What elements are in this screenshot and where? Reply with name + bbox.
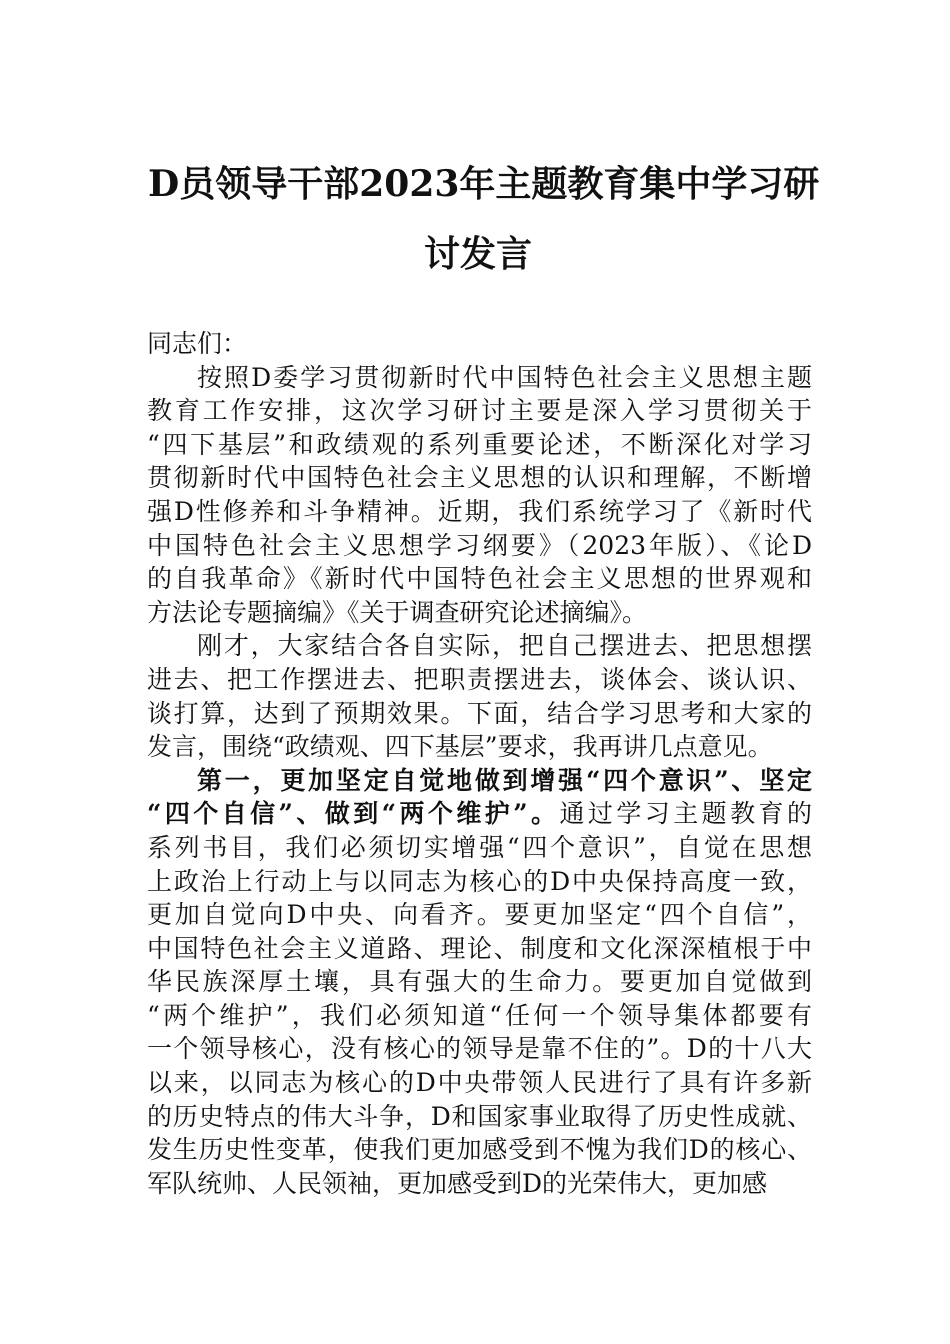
paragraph-lines	[147, 361, 812, 1201]
document-title-line-1: D员领导干部2023年主题教育集中学习研	[148, 163, 820, 205]
text-line	[147, 1133, 812, 1167]
line-text: 的历史特点的伟大斗争，D和国家事业取得了历史性成就、	[147, 1101, 812, 1131]
text-line	[147, 730, 812, 764]
text-line	[147, 461, 812, 495]
line-text: 上政治上行动上与以同志为核心的D中央保持高度一致，	[147, 866, 812, 896]
line-text: 教育工作安排，这次学习研讨主要是深入学习贯彻关于	[147, 396, 812, 426]
text-line	[147, 1167, 812, 1201]
line-text: 华民族深厚土壤，具有强大的生命力。要更加自觉做到	[147, 967, 812, 997]
line-text: 谈打算，达到了预期效果。下面，结合学习思考和大家的	[147, 698, 812, 728]
text-line	[147, 394, 812, 428]
line-text: 发言，围绕“政绩观、四下基层”要求，我再讲几点意见。	[147, 732, 773, 762]
line-text: “两个维护”，我们必须知道“任何一个领导集体都要有	[147, 1000, 812, 1030]
line-text: 更加自觉向D中央、向看齐。要更加坚定“四个自信”，	[147, 900, 812, 930]
text-line	[147, 797, 812, 831]
text-line	[147, 629, 812, 663]
text-line	[147, 562, 812, 596]
line-text: 进去、把工作摆进去、把职责摆进去，谈体会、谈认识、	[147, 664, 812, 694]
text-line	[147, 965, 812, 999]
line-text: 方法论专题摘编》《关于调查研究论述摘编》。	[147, 597, 648, 627]
line-text: 强D性修养和斗争精神。近期，我们系统学习了《新时代	[147, 496, 812, 526]
bold-heading-text: “四个自信”、做到“两个维护”。	[147, 799, 560, 829]
text-line	[147, 428, 812, 462]
document-title-line-2: 讨发言	[423, 233, 532, 275]
text-line	[147, 529, 812, 563]
text-line	[147, 697, 812, 731]
line-text: 贯彻新时代中国特色社会主义思想的认识和理解，不断增	[147, 463, 812, 493]
text-line	[147, 495, 812, 529]
text-line	[147, 1100, 812, 1134]
line-text: 发生历史性变革，使我们更加感受到不愧为我们D的核心、	[147, 1135, 812, 1165]
text-line	[147, 361, 812, 395]
line-text: 通过学习主题教育的	[559, 799, 812, 829]
line-text: 系列书目，我们必须切实增强“四个意识”，自觉在思想	[147, 832, 812, 862]
text-line	[147, 764, 812, 798]
text-line	[147, 596, 812, 630]
text-line	[147, 1032, 812, 1066]
line-text: 一个领导核心，没有核心的领导是靠不住的”。D的十八大	[147, 1034, 812, 1064]
text-line	[147, 999, 812, 1033]
document-body	[147, 327, 812, 1200]
line-text: 刚才，大家结合各自实际，把自己摆进去、把思想摆	[197, 631, 812, 661]
bold-heading-text: 第一，更加坚定自觉地做到增强“四个意识”、坚定	[197, 765, 812, 795]
text-line	[147, 898, 812, 932]
line-text: 军队统帅、人民领袖，更加感受到D的光荣伟大，更加感	[147, 1168, 768, 1198]
line-text: 中国特色社会主义道路、理论、制度和文化深深植根于中	[147, 933, 812, 963]
line-text: “四下基层”和政绩观的系列重要论述，不断深化对学习	[147, 429, 812, 459]
line-text: 按照D委学习贯彻新时代中国特色社会主义思想主题	[197, 362, 812, 392]
text-line	[147, 932, 812, 966]
text-line	[147, 663, 812, 697]
text-line	[147, 865, 812, 899]
line-text: 中国特色社会主义思想学习纲要》（2023年版）、《论D	[147, 530, 812, 560]
salutation: 同志们：	[147, 329, 248, 358]
text-line	[147, 1066, 812, 1100]
text-line	[147, 831, 812, 865]
line-text: 的自我革命》《新时代中国特色社会主义思想的世界观和	[147, 564, 812, 594]
line-text: 以来，以同志为核心的D中央带领人民进行了具有许多新	[147, 1068, 812, 1098]
